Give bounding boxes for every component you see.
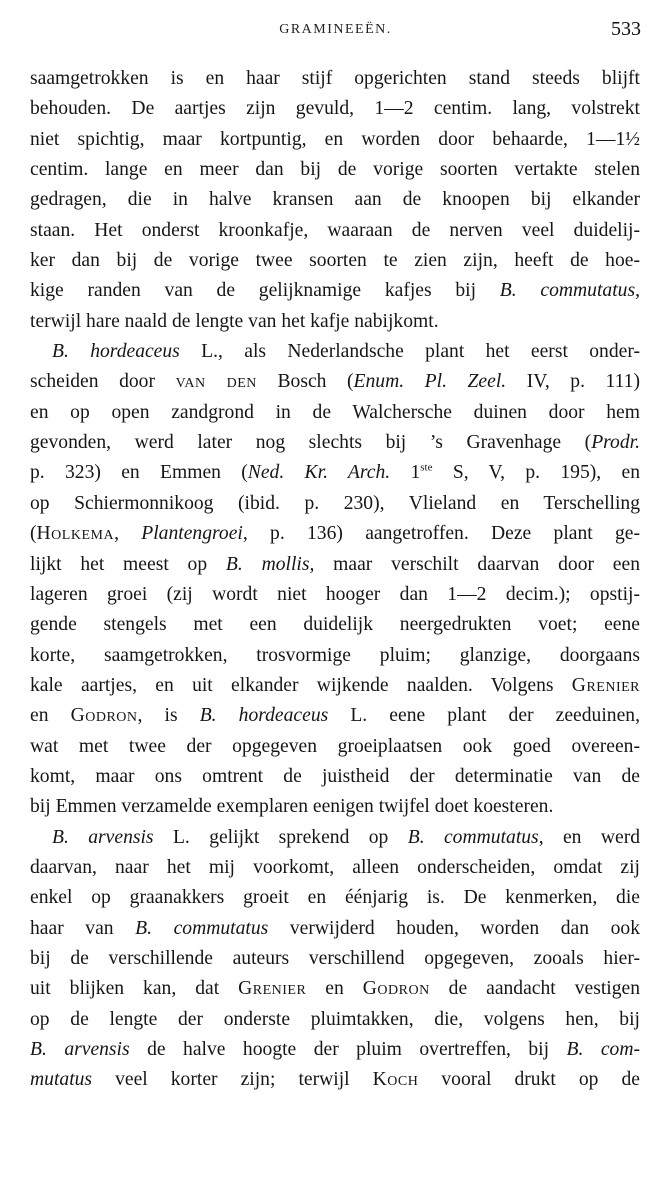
text-line: [30, 944, 640, 974]
text-segment: L. gelijkt sprekend op: [153, 826, 408, 848]
text-segment: p. 323) en Emmen (: [30, 462, 248, 484]
text-segment: bij de verschillende auteurs verschillend opgegeven, zooals hier-: [30, 947, 640, 969]
text-segment: kige randen van de gelijknamige kafjes bij: [30, 280, 500, 302]
text-line: [30, 307, 640, 337]
text-line: [30, 398, 640, 428]
text-segment: behouden. De aartjes zijn gevuld, 1—2 centim. lang, volstrekt: [30, 98, 640, 120]
italic-text: B. commutatus: [499, 280, 636, 302]
page-header: [30, 18, 641, 48]
text-line: [30, 1065, 640, 1095]
text-segment: verwijderd houden, worden dan ook: [268, 917, 640, 939]
text-line: [30, 823, 640, 853]
page-number: 533: [611, 18, 641, 40]
text-segment: terwijl hare naald de lengte van het kafje nabijkomt.: [30, 310, 439, 332]
small-caps-name: Grenier: [238, 978, 307, 1000]
italic-text: B. hordeaceus: [199, 705, 329, 727]
text-line: [30, 246, 640, 276]
italic-text: B. commutatus: [135, 917, 269, 939]
italic-text: B. commutatus: [407, 826, 539, 848]
small-caps-name: Holkema: [36, 523, 115, 545]
text-segment: en: [306, 978, 363, 1000]
text-segment: scheiden door: [30, 371, 176, 393]
italic-text: B. mollis,: [225, 553, 315, 575]
text-segment: enkel op graanakkers groeit en éénjarig is. De kenmerken, die: [30, 887, 640, 909]
text-line: [30, 732, 640, 762]
text-segment: komt, maar ons omtrent de juistheid der determinatie van de: [30, 765, 640, 787]
text-line: [30, 125, 640, 155]
text-segment: lageren groei (zij wordt niet hooger dan 1—2 decim.); opstij-: [30, 583, 640, 605]
text-line: [30, 1035, 640, 1065]
italic-text: Enum. Pl. Zeel.: [353, 371, 507, 393]
italic-text: B. hordeaceus: [52, 341, 180, 363]
body-text: [30, 64, 640, 1096]
italic-text: B. arvensis: [30, 1039, 130, 1060]
text-segment: , p. 136) aangetroffen. Deze plant ge-: [242, 523, 641, 545]
text-line: [30, 883, 640, 913]
text-segment: ,: [114, 523, 142, 545]
text-line: [30, 1005, 640, 1035]
text-segment: daarvan, naar het mij voorkomt, alleen onderscheiden, omdat zij: [30, 856, 640, 878]
text-segment: , is: [137, 705, 200, 727]
text-line: [30, 185, 640, 215]
text-line: [30, 155, 640, 185]
text-segment: en: [30, 705, 71, 727]
text-segment: gedragen, die in halve kransen aan de knoopen bij elkander: [30, 189, 640, 211]
text-line: [30, 276, 640, 306]
italic-text: mutatus: [30, 1069, 93, 1091]
text-line: [30, 337, 640, 367]
italic-text: Prodr.: [591, 432, 640, 454]
text-segment: IV, p. 111): [506, 371, 641, 393]
text-segment: , en werd: [538, 826, 641, 848]
italic-text: Plantengroei: [141, 523, 243, 545]
text-segment: L. eene plant der zeeduinen,: [328, 705, 640, 727]
text-line: [30, 974, 640, 1004]
text-segment: niet spichtig, maar kortpuntig, en worden door behaarde, 1—1½: [30, 128, 640, 150]
text-segment: gevonden, werd later nog slechts bij ’s Gravenhage (: [30, 432, 592, 454]
text-line: [30, 367, 640, 397]
text-line: [30, 550, 640, 580]
text-segment: op de lengte der onderste pluimtakken, die, volgens hen, bij: [30, 1008, 640, 1030]
text-line: [30, 216, 640, 246]
small-caps-name: van den: [175, 371, 257, 393]
text-segment: op Schiermonnikoog (ibid. p. 230), Vlieland en Terschelling: [30, 492, 640, 514]
small-caps-name: Grenier: [571, 674, 640, 696]
text-line: [30, 580, 640, 610]
text-segment: maar verschilt daarvan door een: [314, 553, 640, 575]
running-title: GRAMINEEËN.: [279, 22, 392, 37]
text-segment: S, V, p. 195), en: [432, 462, 640, 484]
text-segment: bij Emmen verzamelde exemplaren eenigen twijfel doet koesteren.: [30, 796, 554, 818]
text-line: [30, 853, 640, 883]
text-line: [30, 428, 640, 458]
text-segment: haar van: [30, 917, 136, 939]
text-segment: (: [30, 523, 37, 545]
small-caps-name: Koch: [372, 1069, 419, 1091]
text-line: [30, 701, 640, 731]
text-segment: korte, saamgetrokken, trosvormige pluim; glanzige, doorgaans: [30, 644, 640, 666]
text-segment: ker dan bij de vorige twee soorten te zien zijn, heeft de hoe-: [30, 250, 640, 272]
text-segment: staan. Het onderst kroonkafje, waaraan de nerven veel duidelij-: [30, 219, 640, 241]
small-caps-name: Godron: [70, 705, 138, 727]
text-segment: lijkt het meest op: [30, 553, 226, 575]
text-line: [30, 519, 640, 549]
superscript-text: ste: [420, 461, 433, 474]
text-segment: L., als Nederlandsche plant het eerst onder-: [179, 341, 640, 363]
text-segment: centim. lange en meer dan bij de vorige soorten vertakte stelen: [30, 159, 640, 181]
text-segment: uit blijken kan, dat: [30, 978, 239, 1000]
text-segment: saamgetrokken is en haar stijf opgerichten stand steeds blijft: [30, 68, 640, 89]
text-line: [30, 489, 640, 519]
text-line: [30, 671, 640, 701]
text-segment: kale aartjes, en uit elkander wijkende naalden. Volgens: [30, 674, 572, 696]
text-segment: 1: [390, 462, 421, 484]
text-line: [30, 94, 640, 124]
text-segment: en op open zandgrond in de Walchersche duinen door hem: [30, 401, 640, 423]
text-line: [30, 458, 640, 488]
text-line: [30, 641, 640, 671]
text-segment: Bosch (: [256, 371, 354, 393]
italic-text: Ned. Kr. Arch.: [247, 462, 391, 484]
text-segment: veel korter zijn; terwijl: [92, 1069, 373, 1091]
italic-text: B. arvensis: [52, 826, 154, 848]
text-line: [30, 762, 640, 792]
small-caps-name: Godron: [362, 978, 430, 1000]
text-segment: de halve hoogte der pluim overtreffen, bij: [129, 1039, 567, 1060]
text-line: [30, 64, 640, 94]
text-segment: de aandacht vestigen: [429, 978, 641, 1000]
text-line: [30, 610, 640, 640]
italic-text: B. com-: [566, 1039, 641, 1060]
text-line: [30, 792, 640, 822]
text-line: [30, 914, 640, 944]
text-segment: vooral drukt op de: [418, 1069, 640, 1091]
text-segment: wat met twee der opgegeven groeiplaatsen ook goed overeen-: [30, 735, 640, 757]
text-segment: gende stengels met een duidelijk neergedrukten voet; eene: [30, 614, 640, 636]
text-segment: ,: [635, 280, 640, 302]
